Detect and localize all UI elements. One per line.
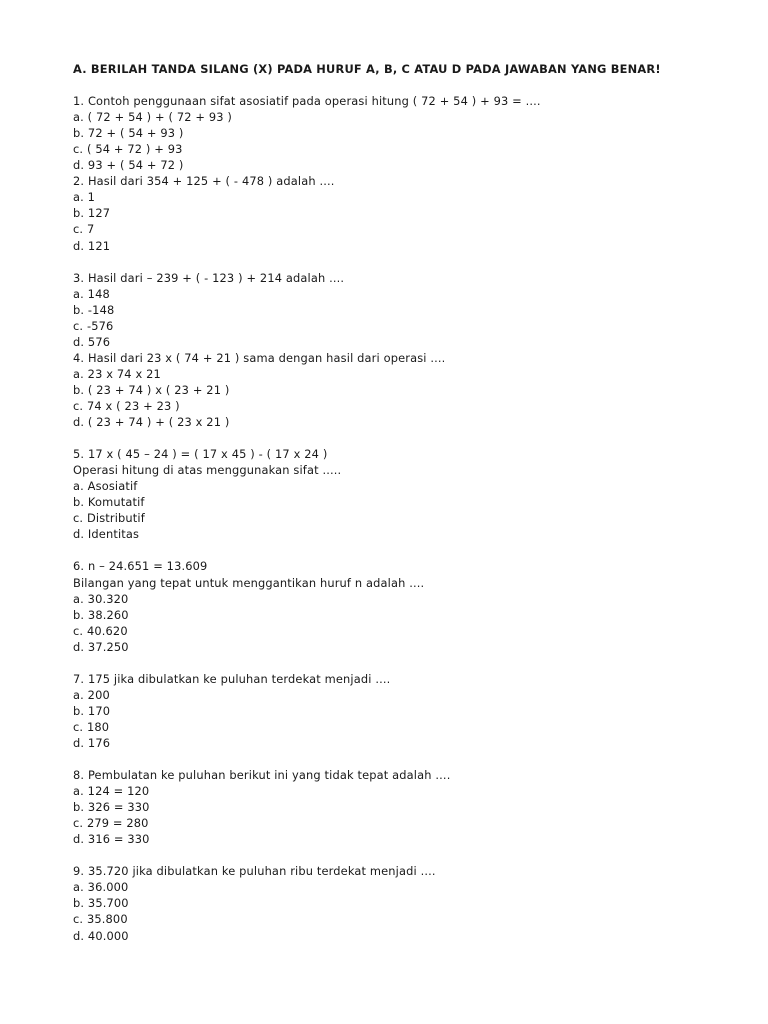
- question-6: [73, 542, 733, 654]
- question-4: [73, 350, 733, 430]
- answer-option-d[interactable]: d. 576: [73, 334, 111, 349]
- answer-option-c[interactable]: c. 180: [73, 719, 110, 734]
- blank-line: [73, 751, 733, 767]
- answer-option-b[interactable]: b. 326 = 330: [73, 800, 150, 815]
- question-prompt: Operasi hitung di atas menggunakan sifat .....: [73, 463, 342, 478]
- answer-option-c[interactable]: c. 35.800: [73, 912, 128, 927]
- blank-line: [73, 77, 733, 93]
- question-list: [73, 77, 733, 944]
- answer-option-d[interactable]: d. 316 = 330: [73, 832, 150, 847]
- answer-option-a[interactable]: a. 30.320: [73, 591, 129, 606]
- question-text: 8. Pembulatan ke puluhan berikut ini yang tidak tepat adalah ....: [73, 768, 451, 783]
- question-5: [73, 430, 733, 542]
- question-3: [73, 254, 733, 350]
- answer-option-c[interactable]: c. -576: [73, 318, 114, 333]
- question-7: [73, 655, 733, 751]
- answer-option-a[interactable]: a. 200: [73, 687, 110, 702]
- answer-option-c[interactable]: c. 74 x ( 23 + 23 ): [73, 398, 180, 413]
- answer-option-a[interactable]: a. 36.000: [73, 880, 129, 895]
- blank-line: [73, 655, 733, 671]
- answer-option-c[interactable]: c. 40.620: [73, 623, 128, 638]
- answer-option-b[interactable]: b. -148: [73, 302, 115, 317]
- answer-option-d[interactable]: d. 93 + ( 54 + 72 ): [73, 158, 184, 173]
- question-text: 7. 175 jika dibulatkan ke puluhan terdekat menjadi ....: [73, 671, 391, 686]
- question-text: 5. 17 x ( 45 – 24 ) = ( 17 x 45 ) - ( 17 x 24 ): [73, 447, 328, 462]
- blank-line: [73, 254, 733, 270]
- question-text: 1. Contoh penggunaan sifat asosiatif pada operasi hitung ( 72 + 54 ) + 93 = ....: [73, 94, 541, 109]
- question-1: [73, 77, 733, 173]
- answer-option-d[interactable]: d. 40.000: [73, 928, 129, 943]
- answer-option-b[interactable]: b. 35.700: [73, 896, 129, 911]
- answer-option-d[interactable]: d. ( 23 + 74 ) + ( 23 x 21 ): [73, 415, 230, 430]
- question-text: 6. n – 24.651 = 13.609: [73, 559, 208, 574]
- answer-option-c[interactable]: c. 279 = 280: [73, 816, 149, 831]
- question-text: 9. 35.720 jika dibulatkan ke puluhan ribu terdekat menjadi ....: [73, 864, 436, 879]
- question-prompt: Bilangan yang tepat untuk menggantikan huruf n adalah ....: [73, 575, 425, 590]
- answer-option-c[interactable]: c. Distributif: [73, 511, 145, 526]
- blank-line: [73, 430, 733, 446]
- answer-option-d[interactable]: d. 176: [73, 735, 111, 750]
- question-9: [73, 847, 733, 943]
- answer-option-b[interactable]: b. 72 + ( 54 + 93 ): [73, 126, 184, 141]
- answer-option-d[interactable]: d. Identitas: [73, 527, 140, 542]
- worksheet-page: [73, 61, 733, 944]
- blank-line: [73, 847, 733, 863]
- answer-option-b[interactable]: b. 127: [73, 206, 111, 221]
- answer-option-d[interactable]: d. 121: [73, 238, 111, 253]
- answer-option-a[interactable]: a. Asosiatif: [73, 479, 138, 494]
- answer-option-a[interactable]: a. 23 x 74 x 21: [73, 366, 161, 381]
- blank-line: [73, 542, 733, 558]
- answer-option-b[interactable]: b. 38.260: [73, 607, 129, 622]
- question-2: [73, 173, 733, 253]
- section-heading: A. BERILAH TANDA SILANG (X) PADA HURUF A, B, C ATAU D PADA JAWABAN YANG BENAR!: [73, 62, 661, 76]
- answer-option-a[interactable]: a. ( 72 + 54 ) + ( 72 + 93 ): [73, 110, 233, 125]
- question-8: [73, 751, 733, 847]
- answer-option-b[interactable]: b. 170: [73, 703, 111, 718]
- answer-option-b[interactable]: b. ( 23 + 74 ) x ( 23 + 21 ): [73, 382, 230, 397]
- question-text: 3. Hasil dari – 239 + ( - 123 ) + 214 adalah ....: [73, 270, 345, 285]
- answer-option-b[interactable]: b. Komutatif: [73, 495, 145, 510]
- answer-option-a[interactable]: a. 1: [73, 190, 96, 205]
- answer-option-c[interactable]: c. ( 54 + 72 ) + 93: [73, 142, 183, 157]
- answer-option-a[interactable]: a. 124 = 120: [73, 784, 150, 799]
- answer-option-d[interactable]: d. 37.250: [73, 639, 129, 654]
- answer-option-a[interactable]: a. 148: [73, 286, 110, 301]
- answer-option-c[interactable]: c. 7: [73, 222, 95, 237]
- question-text: 4. Hasil dari 23 x ( 74 + 21 ) sama dengan hasil dari operasi ....: [73, 350, 446, 365]
- question-text: 2. Hasil dari 354 + 125 + ( - 478 ) adalah ....: [73, 174, 335, 189]
